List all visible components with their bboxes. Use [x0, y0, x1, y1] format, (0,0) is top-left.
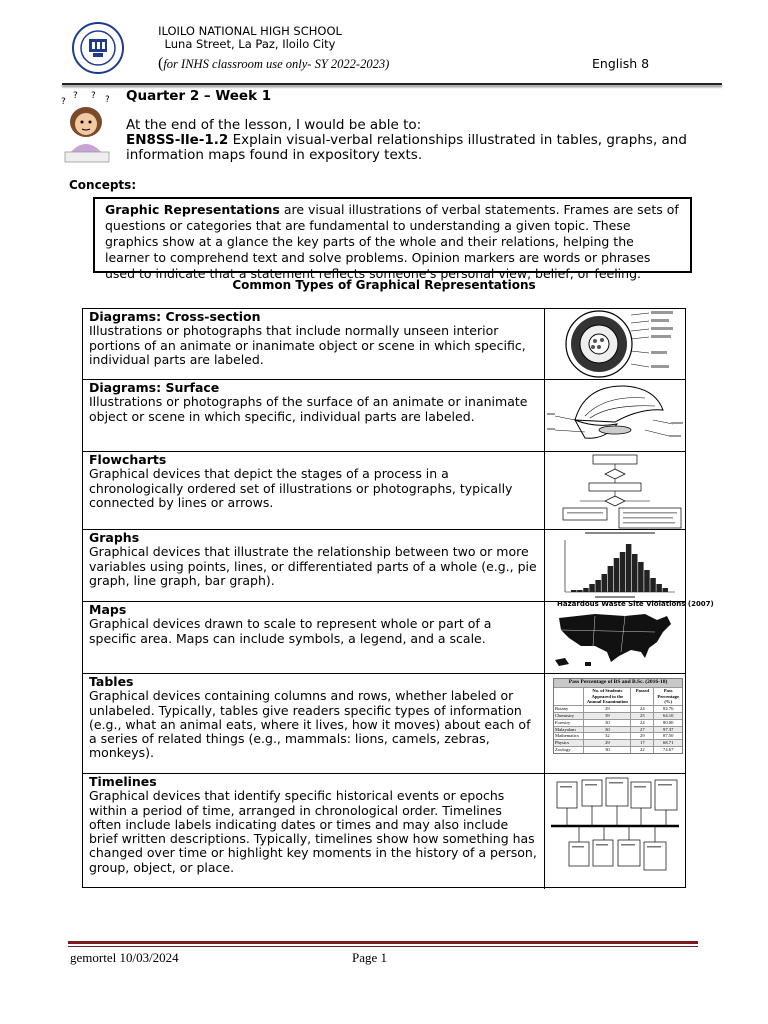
mini-table-cell: 27: [630, 727, 653, 733]
mini-table-cell: 29: [583, 706, 630, 712]
table-row: [83, 674, 685, 774]
graph-bar: [632, 554, 638, 592]
mini-table-cell: 87.50: [653, 733, 682, 739]
mini-table-title: Pass Percentage of BS and B.Sc. (2016-18): [554, 679, 682, 687]
timeline-image: [544, 774, 685, 889]
competency-text: Explain visual-verbal relationships illustrated in tables, graphs, and information maps found in expository texts.: [126, 132, 687, 163]
mini-table-cell: Zoology: [555, 746, 571, 752]
mini-table-cell: Chemistry: [555, 712, 575, 718]
graph-bar: [595, 580, 601, 592]
mini-table-row: [554, 732, 682, 739]
concept-definition-box: [93, 197, 692, 281]
svg-text:?: ?: [61, 97, 66, 107]
mini-table-row: [554, 712, 682, 719]
surface-diagram-image: [544, 380, 685, 451]
row-text: Diagrams: Cross-section Illustrations or photographs that include normally unseen interior portions of an animate or inanimate object or scene in which specific, individual parts are labeled.: [89, 309, 526, 367]
mini-table-cell: 29: [630, 733, 653, 739]
graph-bar: [650, 578, 656, 592]
objective-intro: At the end of the lesson, I would be able to:: [126, 117, 422, 133]
mini-table-cell: 74.67: [653, 747, 682, 753]
table-row: [83, 774, 685, 889]
footer-page-number: Page 1: [352, 950, 388, 965]
school-name: ILOILO NATIONAL HIGH SCHOOL: [158, 24, 342, 38]
school-address: Luna Street, La Paz, Iloilo City: [164, 37, 336, 51]
table-row: [83, 309, 685, 380]
mini-table-cell: 30: [583, 720, 630, 726]
row-text: Timelines Graphical devices that identify specific historical events or epochs within a period of time, arranged in chronological order. Timelines often include labels indicating dates or times and may also include brief written descriptions. Typically, timelines show how something has changed over time or highlight key moments in the history of a person, group, object, or place.: [89, 774, 537, 875]
mini-table-cell: Malayalam: [555, 726, 576, 732]
quarter-week-heading: Quarter 2 – Week 1: [126, 88, 272, 104]
competency-code: EN8SS-lle-1.2: [126, 132, 229, 148]
subject-label: English 8: [592, 56, 650, 71]
mini-table-cell: 17: [630, 740, 653, 746]
graph-bar: [626, 544, 632, 592]
mini-table-cell: Pass Percentage (%): [653, 688, 682, 705]
map-title: Hazardous Waste Site Violations (2007): [557, 600, 714, 608]
graph-image: [544, 530, 685, 601]
mini-table-cell: 24: [630, 720, 653, 726]
graph-bar: [663, 588, 669, 592]
graph-bar: [644, 570, 650, 592]
mini-table: [553, 678, 683, 754]
svg-text:?: ?: [105, 95, 110, 105]
graph-bar: [577, 590, 583, 592]
graph-bar: [638, 562, 644, 592]
school-logo: [72, 22, 124, 74]
concepts-label: Concepts:: [69, 178, 137, 192]
graph-bar: [614, 558, 620, 592]
mini-table-cell: Forestry: [555, 719, 571, 725]
graph-bar: [589, 584, 595, 592]
mini-table-cell: 97.37: [653, 727, 682, 733]
mini-table-cell: 64.10: [653, 713, 682, 719]
mini-table-cell: 22: [630, 747, 653, 753]
graph-bar: [620, 552, 626, 592]
mini-table-cell: Physics: [555, 740, 570, 746]
flowchart-image: [544, 452, 685, 529]
row-text: Flowcharts Graphical devices that depict the stages of a process in a chronologically ordered set of illustrations or photographs, typically connected by lines or arrows.: [89, 452, 513, 510]
header-divider: [62, 83, 722, 85]
footer-divider: [68, 941, 698, 944]
row-text: Maps Graphical devices drawn to scale to represent whole or part of a specific area. Maps can include symbols, a legend, and a scale.: [89, 602, 492, 646]
mini-table-row: [554, 687, 682, 705]
table-row: [83, 452, 685, 530]
table-title: Common Types of Graphical Representations: [232, 278, 536, 292]
graph-bar: [583, 588, 589, 592]
mini-table-cell: 68.71: [653, 740, 682, 746]
mini-table-cell: Botany: [555, 706, 569, 712]
table-image: [544, 674, 685, 773]
footer-author-date: gemortel 10/03/2024: [70, 950, 179, 965]
thinking-student-illustration: [55, 90, 117, 166]
mini-table-cell: 29: [583, 740, 630, 746]
graphical-representations-table: [82, 308, 714, 888]
mini-table-cell: 80.00: [653, 720, 682, 726]
graph-bar: [571, 590, 577, 592]
table-row: [83, 530, 685, 602]
mini-table-row: [554, 726, 682, 733]
mini-table-cell: 30: [583, 747, 630, 753]
graph-bar: [608, 566, 614, 592]
cross-section-diagram-image: [544, 309, 685, 379]
mini-table-cell: Passed: [630, 688, 653, 705]
concept-term: Graphic Representations: [105, 202, 280, 217]
mini-table-cell: 32: [583, 733, 630, 739]
mini-table-cell: 30: [583, 727, 630, 733]
mini-table-row: [554, 719, 682, 726]
mini-table-cell: 24: [630, 706, 653, 712]
table-row: [83, 380, 685, 452]
mini-table-cell: Mathematics: [555, 733, 579, 739]
mini-table-row: [554, 746, 682, 753]
map-image: [544, 600, 714, 673]
mini-table-cell: [554, 688, 583, 705]
mini-table-row: [554, 705, 682, 712]
mini-table-cell: No. of Students Appeared in the Annual Examination: [583, 688, 630, 705]
svg-text:?: ?: [73, 91, 78, 101]
table-row: [83, 600, 714, 674]
row-text: Tables Graphical devices containing columns and rows, whether labeled or unlabeled. Typically, tables give readers specific types of information (e.g., what an animal eats, where it lives, how it moves) about each of a series of related things (e.g., mammals: lions, camels, zebras, monkeys).: [89, 674, 531, 761]
mini-table-cell: 25: [630, 713, 653, 719]
row-text: Graphs Graphical devices that illustrate the relationship between two or more variables using points, lines, or differentiated parts of a whole (e.g., pie graph, line graph, bar graph).: [89, 530, 537, 588]
concept-text: are visual illustrations of verbal statements. Frames are sets of questions or categories that are fundamental to understanding a given topic. These graphics show at a glance the key parts of the whole and their relations, helping the learner to comprehend text and solve problems. Opinion markers are words or phrases used to indicate that a statement reflects someone's personal view, belief, or feeling.: [105, 202, 679, 281]
mini-table-cell: 39: [583, 713, 630, 719]
graph-bar: [602, 574, 608, 592]
competency: [126, 133, 696, 163]
mini-table-row: [554, 739, 682, 746]
mini-table-body: [554, 687, 682, 753]
footer-divider-thin: [68, 946, 698, 947]
row-text: Diagrams: Surface Illustrations or photographs of the surface of an animate or inanimate object or scene in which specific, individual parts are labeled.: [89, 380, 528, 424]
graph-bar: [656, 584, 662, 592]
svg-text:?: ?: [91, 91, 96, 101]
usage-note: (for INHS classroom use only- SY 2022-2023): [158, 55, 390, 72]
mini-table-cell: 82.76: [653, 706, 682, 712]
